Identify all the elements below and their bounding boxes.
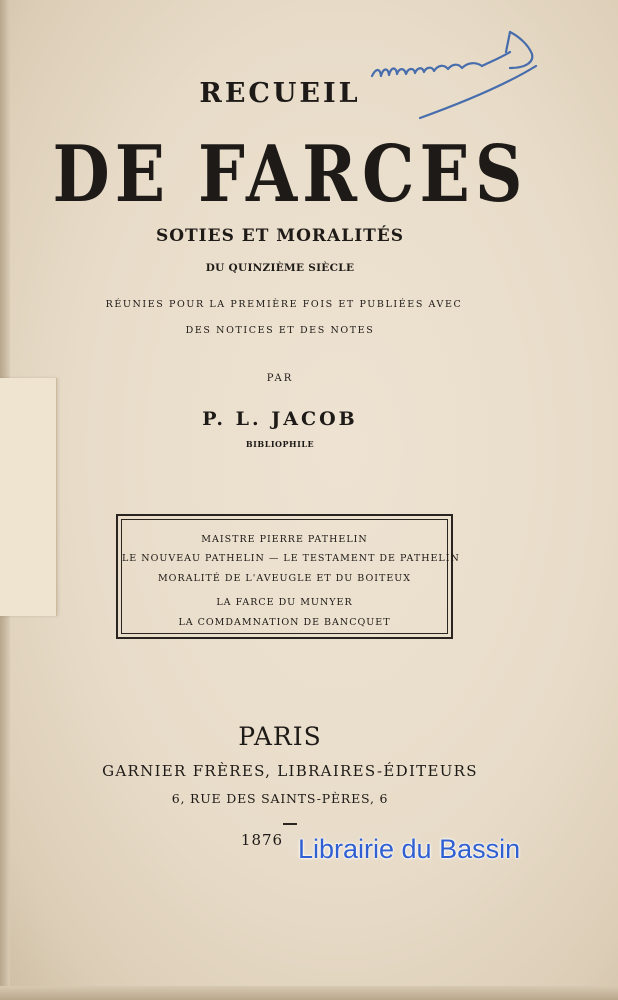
main-title: DE FARCES <box>52 128 528 221</box>
imprint-address: 6, RUE DES SAINTS-PÈRES, 6 <box>171 791 389 806</box>
subtitle-century: DU QUINZIÈME SIÈCLE <box>205 262 355 274</box>
contents-box-inner-border <box>121 519 460 634</box>
contents-item: LA FARCE DU MUNYER <box>216 597 353 608</box>
imprint-year: 1876 <box>240 831 284 849</box>
imprint-city: PARIS <box>238 722 322 751</box>
imprint-divider <box>283 823 297 825</box>
contents-box <box>116 514 460 639</box>
author-title: BIBLIOPHILE <box>245 439 315 449</box>
title-line-recueil: RECUEIL <box>199 78 361 109</box>
contents-item: LE NOUVEAU PATHELIN — LE TESTAMENT DE PATHELIN <box>122 553 460 564</box>
contents-item: LA COMDAMNATION DE BANCQUET <box>178 617 391 628</box>
description-line-1: RÉUNIES POUR LA PREMIÈRE FOIS ET PUBLIÉES AVEC <box>105 299 463 310</box>
contents-item: MORALITÉ DE L'AVEUGLE ET DU BOITEUX <box>157 573 412 584</box>
description-line-2: DES NOTICES ET DES NOTES <box>185 325 375 336</box>
author-name: P. L. JACOB <box>202 408 358 430</box>
page-bottom-edge <box>0 986 618 1000</box>
bookseller-watermark: Librairie du Bassin <box>298 834 521 864</box>
by-label: PAR <box>266 373 294 384</box>
subtitle: SOTIES ET MORALITÉS <box>155 226 405 246</box>
handwritten-signature <box>360 22 560 132</box>
contents-item: MAISTRE PIERRE PATHELIN <box>201 534 368 545</box>
imprint-publisher: GARNIER FRÈRES, LIBRAIRES-ÉDITEURS <box>102 762 478 780</box>
